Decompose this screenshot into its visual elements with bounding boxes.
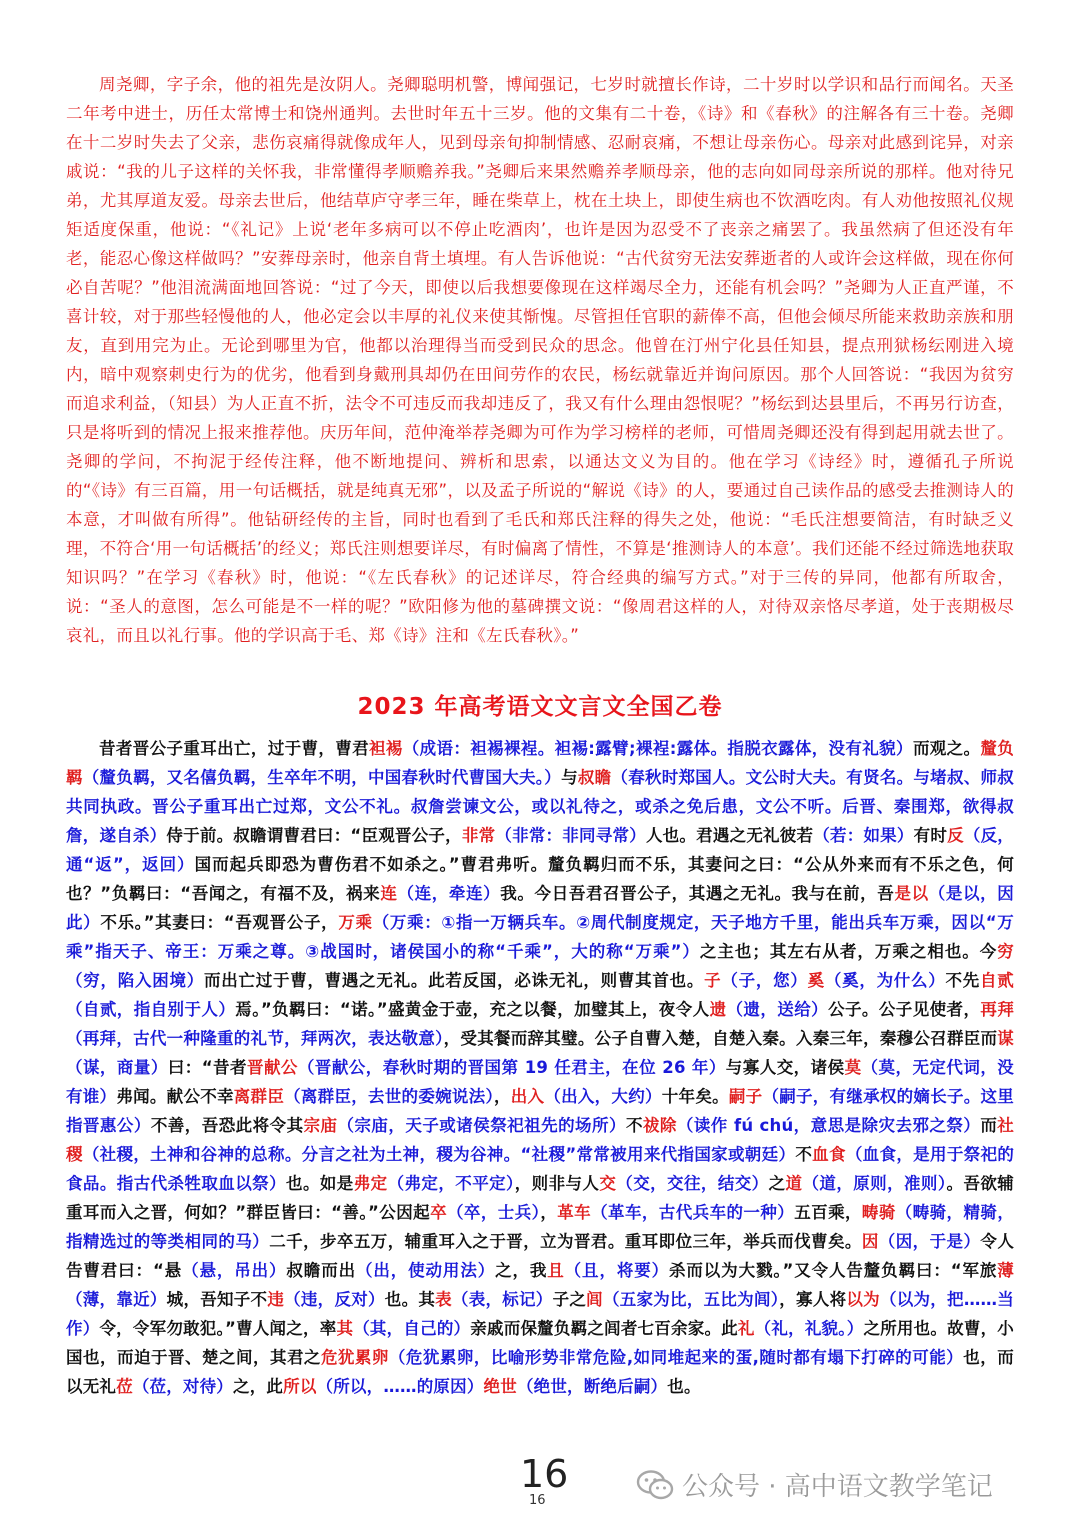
keyword: 所以 — [283, 1377, 317, 1396]
annotation: （出入，大约） — [544, 1087, 662, 1106]
keyword: 以为 — [846, 1290, 880, 1309]
annotation: （嗣子，有继承权的嫡长子。这里指晋惠公） — [66, 1087, 1015, 1135]
keyword: 绝世 — [483, 1377, 517, 1396]
passage-text: ， — [540, 1203, 558, 1222]
keyword: 叔瞻 — [577, 768, 612, 787]
passage-text: 而出亡过于曹，曹遇之无礼。此若反国，必诛无礼，则曹其首也。 — [203, 971, 705, 990]
classical-passage — [66, 734, 1014, 1401]
passage-text: 侍于前。叔瞻谓曹君曰：“臣观晋公子， — [166, 826, 462, 845]
keyword: 是以 — [894, 884, 929, 903]
keyword: 闾 — [586, 1290, 603, 1309]
annotation: （遗，送给） — [726, 1000, 829, 1019]
annotation: （礼，礼貌。） — [754, 1319, 864, 1338]
passage-text: 不先 — [945, 971, 981, 990]
keyword: 离群臣 — [233, 1087, 285, 1106]
keyword: 釐负羁 — [66, 739, 1015, 787]
annotation: （绝世，断绝后嗣） — [516, 1377, 668, 1396]
annotation: （子，您） — [721, 971, 808, 990]
wechat-label: 公众号 · 高中语文教学笔记 — [682, 1472, 993, 1502]
keyword: 且 — [547, 1261, 565, 1280]
annotation: （悬，吊出） — [182, 1261, 287, 1280]
passage-text: 曰：“昔者 — [167, 1058, 247, 1077]
annotation: （交，交往，结交） — [616, 1174, 769, 1193]
keyword: 薄 — [997, 1261, 1014, 1280]
passage-text: 之，我 — [495, 1261, 548, 1280]
passage-text: 不 — [795, 1145, 813, 1164]
passage-text: 五百乘， — [794, 1203, 862, 1222]
keyword: 祓除 — [642, 1116, 677, 1135]
annotation: （读作 fú chú，意思是除灾去邪之祭） — [676, 1116, 981, 1135]
annotation: （血食，是用于祭祀的食品。指古代杀牲取血以祭） — [66, 1145, 1015, 1193]
passage-text: 令，令军勿敢犯。”曹人闻之，率 — [99, 1319, 337, 1338]
passage-text: 我。今日吾君召晋公子，其遇之无礼。我与在前，吾 — [500, 884, 895, 903]
annotation: （畴骑，精骑，指精选过的等类相同的马） — [66, 1203, 1015, 1251]
annotation: （违，反对） — [284, 1290, 385, 1309]
keyword: 嗣子 — [728, 1087, 763, 1106]
passage-text: 而观之。 — [912, 739, 981, 758]
keyword: 卒 — [430, 1203, 447, 1222]
passage-text: 人也。君遇之无礼彼若 — [645, 826, 814, 845]
passage-text: 杀而以为大戮。”又令人告釐负羁曰：“军旅 — [669, 1261, 998, 1280]
annotation: （出，使动用法） — [355, 1261, 496, 1280]
annotation: （再拜，古代一种隆重的礼节，拜两次，表达敬意） — [66, 1029, 444, 1048]
keyword: 血食 — [812, 1145, 846, 1164]
annotation: （表，标记） — [451, 1290, 553, 1309]
annotation: （弗定，不平定） — [387, 1174, 515, 1193]
passage-text: 弗闻。献公不幸 — [116, 1087, 234, 1106]
annotation: （连，牵连） — [397, 884, 501, 903]
annotation: （所以，……的原因） — [316, 1377, 484, 1396]
passage-text: 也。其 — [384, 1290, 436, 1309]
passage-text: 国而起兵即恐为曹伤君不如杀之。”曹君弗听。釐负羁归而不乐，其妻问之曰：“公从外来而有不乐之色，何也？”负羁曰：“吾闻之，有福不及，祸来 — [66, 855, 1014, 903]
passage-text: 公子。公子见使者， — [828, 1000, 981, 1019]
keyword: 危犹累卵 — [320, 1348, 389, 1367]
keyword: 礼 — [737, 1319, 755, 1338]
passage-text: 焉。”负羁曰：“诺。”盛黄金于壶，充之以餐，加璧其上，夜令人 — [235, 1000, 710, 1019]
keyword: 自贰 — [980, 971, 1014, 990]
passage-text: 城，吾知子不 — [166, 1290, 268, 1309]
keyword: 袒裼 — [368, 739, 403, 758]
annotation: （穷，陷入困境） — [66, 971, 204, 990]
passage-text: 叔瞻而出 — [286, 1261, 356, 1280]
annotation: （薄，靠近） — [66, 1290, 167, 1309]
keyword: 弗定 — [353, 1174, 388, 1193]
annotation: （春秋时郑国人。文公时大夫。有贤名。与堵叔、师叔共同执政。晋公子重耳出亡过郑，文公不礼。叔詹尝谏文公，或以礼待之，或杀之免后患，文公不听。后晋、秦围郑，欲得叔詹，遂自杀） — [66, 768, 1014, 845]
page-number: 16 — [520, 1452, 569, 1496]
annotation: （谋，商量） — [66, 1058, 168, 1077]
page-number-small: 16 — [529, 1493, 546, 1508]
annotation: （非常：非同寻常） — [495, 826, 646, 845]
passage-text: 不乐。”其妻曰：“吾观晋公子， — [100, 913, 339, 932]
keyword: 出入 — [510, 1087, 545, 1106]
passage-text: ，则非与人 — [514, 1174, 600, 1193]
passage-text: 不 — [625, 1116, 643, 1135]
keyword: 非常 — [461, 826, 496, 845]
annotation: （因，于是） — [878, 1232, 981, 1251]
annotation: （成语：袒裼裸裎。袒裼:露臂;裸裎:露体。指脱衣露体，没有礼貌） — [402, 739, 913, 758]
wechat-icon — [636, 1470, 674, 1500]
passage-text: 子之 — [552, 1290, 587, 1309]
keyword: 再拜 — [980, 1000, 1015, 1019]
passage-text: 亲戚而保釐负羁之闾者七百余家。此 — [470, 1319, 738, 1338]
annotation: （且，将要） — [564, 1261, 670, 1280]
passage-text: 昔者晋公子重耳出亡，过于曹，曹君 — [99, 739, 369, 758]
passage-text: 二千，步卒五万，辅重耳入之于晋，立为晋君。重耳即位三年，举兵而伐曹矣。 — [269, 1232, 862, 1251]
annotation: （五家为比，五比为闾） — [602, 1290, 780, 1309]
annotation: （社稷，土神和谷神的总称。分言之社为土神，稷为谷神。“社稷”常常被用来代指国家或朝廷） — [82, 1145, 796, 1164]
keyword: 遗 — [709, 1000, 727, 1019]
passage-text: 。吾欲辅重耳而入之晋，何如？”群臣皆曰：“善。”公因起 — [66, 1174, 1015, 1222]
passage-text: 也，而以无礼 — [66, 1348, 1014, 1396]
annotation: （危犹累卵，比喻形势非常危险,如同堆起来的蛋,随时都有塌下打碎的可能） — [388, 1348, 964, 1367]
annotation: （革车，古代兵车的一种） — [591, 1203, 795, 1222]
annotation: （万乘：①指一万辆兵车。②周代制度规定，天子地方千里，能出兵车万乘，因以“万乘”指天子、帝王：万乘之尊。③战国时，诸侯国小的称“千乘”，大的称“万乘”） — [66, 913, 1014, 961]
passage-text: 之 — [768, 1174, 786, 1193]
passage-text: 与 — [561, 768, 578, 787]
keyword: 晋献公 — [247, 1058, 298, 1077]
keyword: 连 — [380, 884, 398, 903]
annotation: （反，通“返”，返回） — [66, 826, 1015, 874]
passage-text: ， — [493, 1087, 511, 1106]
annotation: （奚，为什么） — [824, 971, 946, 990]
annotation: （道，原则，准则） — [802, 1174, 947, 1193]
passage-text: 与寡人交，诸侯 — [725, 1058, 845, 1077]
keyword: 宗庙 — [303, 1116, 338, 1135]
annotation: （莅，对待） — [132, 1377, 234, 1396]
keyword: 交 — [599, 1174, 617, 1193]
passage-text: 令人告曹君曰：“悬 — [66, 1232, 1015, 1280]
passage-text: 也。如是 — [286, 1174, 354, 1193]
passage-text: 之所用也。故曹，小国也，而迫于晋、楚之间，其君之 — [66, 1319, 1014, 1367]
keyword: 畴骑 — [861, 1203, 896, 1222]
keyword: 违 — [267, 1290, 285, 1309]
annotation: （自贰，指自别于人） — [66, 1000, 236, 1019]
passage-text: ，受其餐而辞其璧。公子自曹入楚，自楚入秦。入秦三年，秦穆公召群臣而 — [443, 1029, 998, 1048]
passage-text: 有时 — [913, 826, 948, 845]
section-title: 2023 年高考语文文言文全国乙卷 — [357, 694, 723, 720]
translation-paragraph: 周尧卿，字子余，他的祖先是汝阴人。尧卿聪明机警，博闻强记，七岁时就擅长作诗，二十岁时以学识和品行而闻名。天圣二年考中进士，历任太常博士和饶州通判。去世时年五十三岁。他的文集有二十卷，《诗》和《春秋》的注解各有三十卷。尧卿在十二岁时失去了父亲，悲伤哀痛得就像成年人，见到母亲旬抑制情感、忍耐哀痛，不想让母亲伤心。母亲对此感到诧异，对亲戚说：“我的儿子这样的关怀我，非常懂得孝顺赡养我。”尧卿后来果然赡养孝顺母亲，他的志向如同母亲所说的那样。他对待兄弟，尤其厚道友爱。母亲去世后，他结草庐守孝三年，睡在柴草上，枕在土块上，即使生病也不饮酒吃肉。有人劝他按照礼仪规矩适度保重，他说：“《礼记》上说‘老年多病可以不停止吃酒肉’，也许是因为忍受不了丧亲之痛罢了。我虽然病了但还没有年老，能忍心像这样做吗？”安葬母亲时，他亲自背土填埋。有人告诉他说：“古代贫穷无法安葬逝者的人或许会这样做，现在你何必自苦呢？”他泪流满面地回答说：“过了今天，即使以后我想要像现在这样竭尽全力，还能有机会吗？”尧卿为人正直严谨，不喜计较，对于那些轻慢他的人，他必定会以丰厚的礼仪来使其惭愧。尽管担任官职的薪俸不高，但他会倾尽所能来救助亲族和朋友，直到用完为止。无论到哪里为官，他都以治理得当而受到民众的思念。他曾在汀州宁化县任知县，提点刑狱杨纭刚进入境内，暗中观察刺史行为的优劣，他看到身戴刑具却仍在田间劳作的农民，杨纭就靠近并询问原因。那个人回答说：“我因为贫穷而追求利益，（知县）为人正直不折，法令不可违反而我却违反了，我又有什么理由怨恨呢？”杨纭到达县里后，不再另行访查，只是将听到的情况上报来推荐他。庆历年间，范仲淹举荐尧卿为可作为学习榜样的老师，可惜周尧卿还没有得到起用就去世了。尧卿的学问，不拘泥于经传注释，他不断地提问、辨析和思索，以通达文义为目的。他在学习《诗经》时，遵循孔子所说的“《诗》有三百篇，用一句话概括，就是纯真无邪”，以及孟子所说的“解说《诗》的人，要通过自己读作品的感受去推测诗人的本意，才叫做有所得”。他钻研经传的主旨，同时也看到了毛氏和郑氏注释的得失之处，他说：“毛氏注想要简洁，有时缺乏义理，不符合‘用一句话概括’的经义；郑氏注则想要详尽，有时偏离了情性，不算是‘推测诗人的本意’。我们还能不经过筛选地获取知识吗？”在学习《春秋》时，他说：“《左氏春秋》的记述详尽，符合经典的编写方式。”对于三传的异同，他都有所取舍，说：“圣人的意图，怎么可能是不一样的呢？”欧阳修为他的墓碑撰文说：“像周君这样的人，对待双亲恪尽孝道，处于丧期极尽哀礼，而且以礼行事。他的学识高于毛、郑《诗》注和《左氏春秋》。” — [66, 75, 1014, 645]
annotation: （釐负羁，又名僖负羁，生卒年不明，中国春秋时代曹国大夫。） — [82, 768, 562, 787]
keyword: 因 — [861, 1232, 879, 1251]
annotation: （以为，把……当作） — [66, 1290, 1015, 1338]
annotation: （卒，士兵） — [447, 1203, 541, 1222]
keyword: 反 — [947, 826, 964, 845]
passage-text: 十年矣。 — [661, 1087, 729, 1106]
keyword: 穷 — [997, 942, 1014, 961]
wechat-watermark — [636, 1466, 993, 1503]
annotation: （离群臣，去世的委婉说法） — [284, 1087, 494, 1106]
keyword: 子 — [704, 971, 722, 990]
keyword: 其 — [336, 1319, 354, 1338]
keyword: 谋 — [997, 1029, 1014, 1048]
keyword: 万乘 — [338, 913, 373, 932]
keyword: 奚 — [807, 971, 825, 990]
passage-text: 之主也；其左右从者，万乘之相也。今 — [699, 942, 998, 961]
annotation: （其，自己的） — [353, 1319, 471, 1338]
keyword: 革车 — [557, 1203, 592, 1222]
keyword: 社稷 — [66, 1116, 1014, 1164]
passage-text: 而 — [980, 1116, 998, 1135]
annotation: （晋献公，春秋时期的晋国第 19 任君主，在位 26 年） — [297, 1058, 726, 1077]
annotation: （若：如果） — [813, 826, 914, 845]
annotation: （莫，无定代词，没有谁） — [66, 1058, 1014, 1106]
keyword: 莅 — [116, 1377, 133, 1396]
keyword: 莫 — [844, 1058, 862, 1077]
passage-text: 也。 — [667, 1377, 701, 1396]
annotation: （是以，因此） — [66, 884, 1014, 932]
annotation: （宗庙，天子或诸侯祭祀祖先的场所） — [337, 1116, 626, 1135]
passage-text: ，寡人将 — [779, 1290, 847, 1309]
keyword: 表 — [435, 1290, 452, 1309]
passage-text: 不善，吾恐此将令其 — [150, 1116, 304, 1135]
keyword: 道 — [785, 1174, 803, 1193]
passage-text: 之，此 — [233, 1377, 284, 1396]
